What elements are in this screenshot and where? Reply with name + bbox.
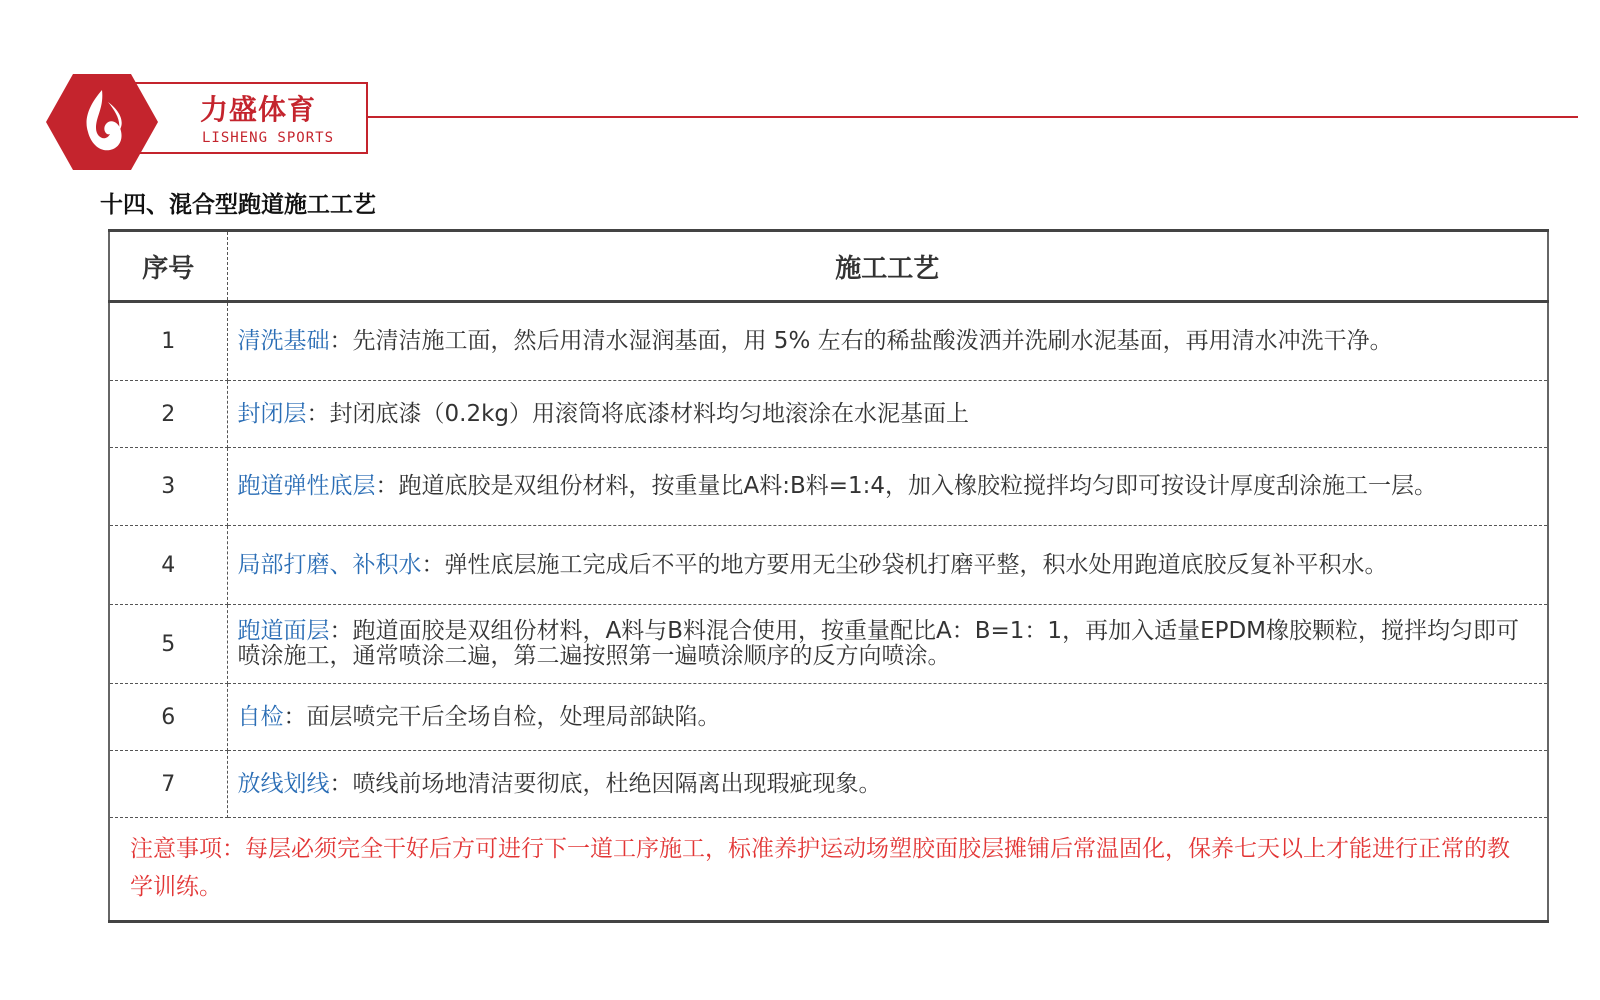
table-row — [109, 526, 1548, 605]
brand-name-cn: 力盛体育 — [200, 93, 317, 126]
row-number: 6 — [109, 684, 227, 751]
table-row — [109, 684, 1548, 751]
table-row — [109, 605, 1548, 684]
row-number: 4 — [109, 526, 227, 605]
row-description — [227, 381, 1548, 448]
process-table — [108, 229, 1549, 923]
row-description — [227, 684, 1548, 751]
step-term: 放线划线 — [237, 770, 330, 797]
row-description — [227, 302, 1548, 381]
step-text: ：先清洁施工面，然后用清水湿润基面，用 5% 左右的稀盐酸泼洒并洗刷水泥基面，再用清水冲洗干净。 — [329, 328, 1393, 354]
step-term: 跑道弹性底层 — [237, 473, 376, 499]
step-text: ：跑道底胶是双组份材料，按重量比A料:B料=1:4，加入橡胶粒搅拌均匀即可按设计厚度刮涂施工一层。 — [375, 473, 1438, 499]
step-text: ：封闭底漆（0.2kg）用滚筒将底漆材料均匀地滚涂在水泥基面上 — [306, 400, 969, 427]
table-row — [109, 448, 1548, 526]
row-number: 3 — [109, 448, 227, 526]
column-header-process: 施工工艺 — [227, 231, 1548, 302]
row-description — [227, 605, 1548, 684]
row-description — [227, 751, 1548, 818]
row-number: 5 — [109, 605, 227, 684]
table-row — [109, 381, 1548, 448]
header-divider-line — [360, 116, 1578, 118]
row-description — [227, 526, 1548, 605]
flame-hexagon-icon — [44, 72, 160, 172]
section-title: 十四、混合型跑道施工工艺 — [100, 192, 376, 218]
step-text: ：弹性底层施工完成后不平的地方要用无尘砂袋机打磨平整，积水处用跑道底胶反复补平积水。 — [421, 551, 1388, 578]
column-header-index: 序号 — [109, 231, 227, 302]
brand-name-en: LISHENG SPORTS — [202, 130, 335, 146]
table-row — [109, 302, 1548, 381]
row-number: 7 — [109, 751, 227, 818]
step-text: ：面层喷完干后全场自检，处理局部缺陷。 — [283, 703, 721, 730]
row-number: 2 — [109, 381, 227, 448]
notes-text: 注意事项：每层必须完全干好后方可进行下一道工序施工，标准养护运动场塑胶面胶层摊铺后常温固化，保养七天以上才能进行正常的教学训练。 — [109, 818, 1548, 922]
step-term: 局部打磨、补积水 — [237, 551, 422, 578]
notes-row — [109, 818, 1548, 922]
table-row — [109, 751, 1548, 818]
row-number: 1 — [109, 302, 227, 381]
step-term: 自检 — [237, 703, 284, 730]
row-description — [227, 448, 1548, 526]
step-term: 跑道面层 — [237, 618, 330, 644]
step-text: ：跑道面胶是双组份材料，A料与B料混合使用，按重量配比A：B=1：1，再加入适量EPDM橡胶颗粒，搅拌均匀即可喷涂施工，通常喷涂二遍，第二遍按照第一遍喷涂顺序的反方向喷涂。 — [237, 618, 1520, 669]
step-term: 封闭层 — [237, 400, 307, 427]
step-term: 清洗基础 — [237, 328, 330, 354]
table-header-row — [109, 231, 1548, 302]
step-text: ：喷线前场地清洁要彻底，杜绝因隔离出现瑕疵现象。 — [329, 770, 882, 797]
